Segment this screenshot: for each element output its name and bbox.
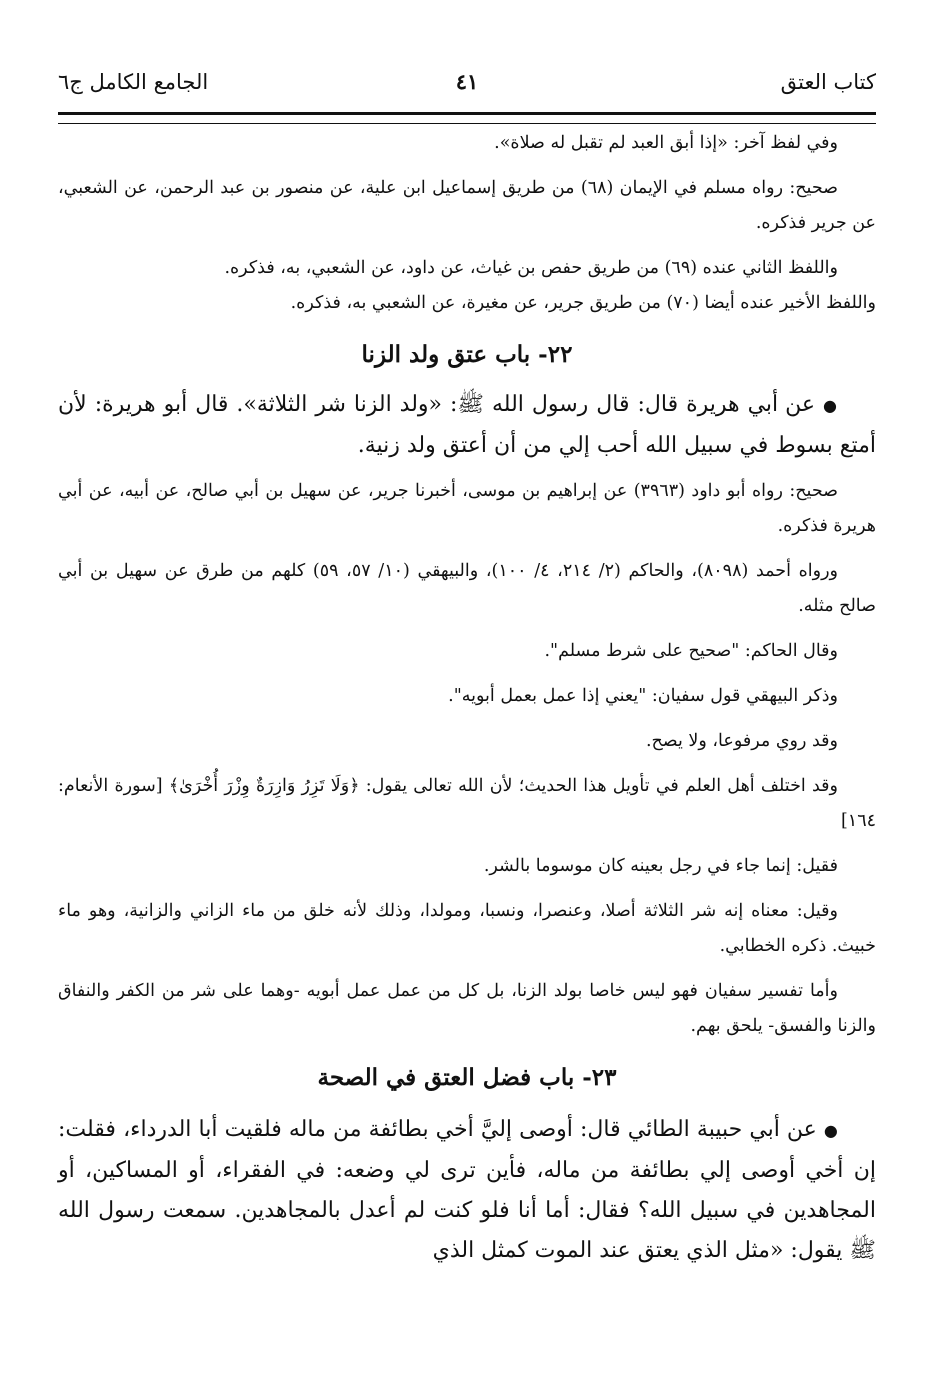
- chapter-heading: ٢٣- باب فضل العتق في الصحة: [317, 1064, 617, 1091]
- book-title: كتاب العتق: [780, 70, 876, 94]
- header-double-rule: [58, 112, 876, 124]
- paragraph: وقد روي مرفوعا، ولا يصح.: [645, 731, 838, 751]
- running-head: [58, 62, 876, 102]
- page-body: [58, 126, 876, 1271]
- paragraph: صحيح: رواه مسلم في الإيمان (٦٨) من طريق إسماعيل ابن علية، عن منصور بن عبد الرحمن، عن الشعبي، عن جرير فذكره.: [58, 178, 876, 233]
- bullet-icon: ●: [823, 1121, 838, 1140]
- chapter-heading: ٢٢- باب عتق ولد الزنا: [361, 341, 573, 368]
- paragraph: صحيح: رواه أبو داود (٣٩٦٣) عن إبراهيم بن موسى، أخبرنا جرير، عن سهيل بن أبي صالح، عن أبيه، عن أبي هريرة فذكره.: [58, 481, 876, 536]
- paragraph: وقال الحاكم: "صحيح على شرط مسلم".: [544, 641, 838, 661]
- paragraph: وفي لفظ آخر: «إذا أبق العبد لم تقبل له صلاة».: [494, 133, 838, 153]
- paragraph: وذكر البيهقي قول سفيان: "يعني إذا عمل بعمل أبويه".: [448, 686, 838, 706]
- paragraph: وقد اختلف أهل العلم في تأويل هذا الحديث؛ لأن الله تعالى يقول: ﴿وَلَا تَزِرُ وَازِرَةٌ وِزْرَ أُخْرَىٰ﴾ [سورة الأنعام: ١٦٤]: [58, 776, 876, 831]
- paragraph: وأما تفسير سفيان فهو ليس خاصا بولد الزنا، بل كل من عمل عمل أبويه -وهما على شر من الكفر والنفاق والزنا والفسق- يلحق بهم.: [58, 981, 876, 1036]
- paragraph: واللفظ الثاني عنده (٦٩) من طريق حفص بن غياث، عن داود، عن الشعبي، به، فذكره.: [224, 258, 838, 278]
- hadith-body: عن أبي هريرة قال: قال رسول الله ﷺ: «ولد الزنا شر الثلاثة». قال أبو هريرة: لأن أمتع بسوط في سبيل الله أحب إلي من أن أعتق ولد زنية.: [58, 392, 876, 458]
- paragraph: واللفظ الأخير عنده أيضا (٧٠) من طريق جرير، عن مغيرة، عن الشعبي به، فذكره.: [290, 293, 876, 313]
- page-number: ٤١: [455, 69, 479, 94]
- bullet-icon: ●: [823, 396, 838, 415]
- paragraph: وقيل: معناه إنه شر الثلاثة أصلا، وعنصرا، ونسبا، ومولدا، وذلك لأنه خلق من ماء الزاني والزانية، وهو ماء خبيث. ذكره الخطابي.: [58, 901, 876, 956]
- paragraph: فقيل: إنما جاء في رجل بعينه كان موسوما بالشر.: [483, 856, 838, 876]
- hadith-text: [58, 1110, 876, 1271]
- series-title: الجامع الكامل ج٦: [58, 70, 209, 94]
- hadith-body: عن أبي حبيبة الطائي قال: أوصى إليَّ أخي بطائفة من ماله فلقيت أبا الدرداء، فقلت: إن أخي أوصى إلي بطائفة من ماله، فأين ترى لي وضعه: في الفقراء، أو المساكين، أو المجاهدين في سبيل الله؟ فقال: أما أنا فلو كنت لم أعدل بالمجاهدين. سمعت رسول الله ﷺ يقول: «مثل الذي يعتق عند الموت كمثل الذي: [58, 1117, 876, 1263]
- hadith-text: [58, 385, 876, 466]
- paragraph: ورواه أحمد (٨٠٩٨)، والحاكم (٢/ ٢١٤، ٤/ ١٠٠)، والبيهقي (١٠/ ٥٧، ٥٩) كلهم من طرق عن سهيل بن أبي صالح مثله.: [58, 561, 876, 616]
